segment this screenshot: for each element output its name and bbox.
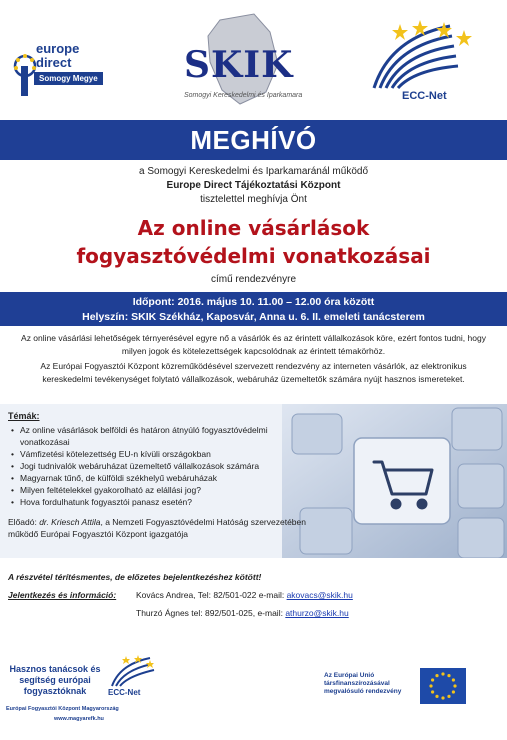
- europe-direct-logo: [10, 36, 100, 104]
- skik-wordmark: SKIK: [184, 44, 294, 86]
- contact-1-details: Kovács Andrea, Tel: 82/501-022 e-mail:: [136, 590, 287, 600]
- contact-1: [136, 590, 353, 600]
- event-time: Időpont: 2016. május 10. 11.00 – 12.00 óra között: [132, 296, 375, 308]
- footer-efk-tagline: Hasznos tanácsok és segítség európai fogyasztóknak: [9, 664, 101, 696]
- intro-line-1: a Somogyi Kereskedelmi és Iparkamaránál működő: [139, 166, 368, 177]
- event-title-line-2: fogyasztóvédelmi vonatkozásai: [76, 244, 431, 268]
- topic-item: • Jogi tudnivalók webáruházat üzemeltető vállalkozások számára: [8, 460, 298, 472]
- registration-heading: Jelentkezés és információ:: [8, 590, 117, 600]
- intro-line-2: Europe Direct Tájékoztatási Központ: [166, 180, 341, 191]
- contact-2-details: Thurzó Ágnes tel: 892/501-025, e-mail:: [136, 608, 286, 618]
- topic-item: • Magyarnak tűnő, de külföldi székhelyű webáruházak: [8, 472, 298, 484]
- keyboard-cart-image: [282, 404, 507, 558]
- event-title-line-1: Az online vásárlások: [137, 216, 370, 240]
- footer-efk-name: Európai Fogyasztói Központ Magyarország: [6, 706, 119, 712]
- description-paragraph-2: Az Európai Fogyasztói Központ közreműködésével szervezett rendezvény az interneten vásárlók, az elektronikus kereskedelmi tevékenységet folytató vállalkozások, webáruház üzemeltetők számára nyújt hasznos ismereteket.: [40, 361, 467, 384]
- footer-ecc-label: ECC-Net: [108, 688, 141, 697]
- topics-items: [8, 424, 298, 508]
- description-paragraph-1: Az online vásárlási lehetőségek térnyerésével egyre nő a vásárlók és az érintett vállalkozások köre, ezért fontos tudni, hogy milyen jogok és kötelezettségek kapcsolódnak az érintett témakörhöz.: [21, 333, 486, 356]
- presenter-info: [8, 516, 308, 540]
- europe-direct-region: Somogy Megye: [34, 72, 103, 85]
- topics-heading: Témák:: [8, 411, 40, 421]
- intro-line-3: tisztelettel meghívja Önt: [200, 194, 307, 205]
- ecc-stars-icon: [360, 18, 480, 90]
- topic-item: • Hova fordulhatunk fogyasztói panasz esetén?: [8, 496, 298, 508]
- topic-item: • Az online vásárlások belföldi és határon átnyúló fogyasztóvédelmi vonatkozásai: [8, 424, 298, 448]
- registration-note: A részvétel térítésmentes, de előzetes bejelentkezéshez kötött!: [8, 572, 262, 582]
- event-place: Helyszín: SKIK Székház, Kaposvár, Anna u. 6. II. emeleti tanácsterem: [82, 311, 425, 323]
- footer-efk-url: www.magyarefk.hu: [54, 716, 104, 722]
- skik-subtitle: Somogyi Kereskedelmi és Iparkamara: [184, 92, 303, 99]
- contact-2-email-link[interactable]: athurzo@skik.hu: [285, 608, 349, 618]
- footer-eu-funding-text: Az Európai Unió társfinanszírozásával megvalósuló rendezvény: [324, 672, 402, 695]
- presenter-label: Előadó:: [8, 517, 40, 527]
- contact-2: [136, 608, 349, 618]
- europe-direct-line2: direct: [36, 55, 72, 70]
- event-subtitle: című rendezvényre: [210, 274, 297, 285]
- eu-flag-icon: [420, 668, 466, 704]
- keyboard-cart-icon: [282, 404, 507, 558]
- europe-direct-line1: europe: [36, 41, 80, 56]
- presenter-name: dr. Kriesch Attila: [39, 517, 101, 527]
- contact-1-email-link[interactable]: akovacs@skik.hu: [286, 590, 353, 600]
- skik-logo: [180, 12, 304, 112]
- banner-title: MEGHÍVÓ: [190, 124, 317, 155]
- presenter-role: , a Nemzeti Fogyasztóvédelmi Hatóság szervezetében működő Európai Fogyasztói Központ igazgatója: [8, 517, 306, 539]
- footer-ecc-stars-icon: [108, 654, 158, 688]
- footer-efk-logo: [4, 654, 164, 734]
- topic-item: • Vámfizetési kötelezettség EU-n kívüli országokban: [8, 448, 298, 460]
- ecc-net-logo: [360, 18, 480, 114]
- ecc-net-label: ECC-Net: [402, 90, 447, 102]
- topics-list: [8, 410, 298, 508]
- topic-item: • Milyen feltételekkel gyakorolható az elállási jog?: [8, 484, 298, 496]
- title-banner: [0, 120, 507, 160]
